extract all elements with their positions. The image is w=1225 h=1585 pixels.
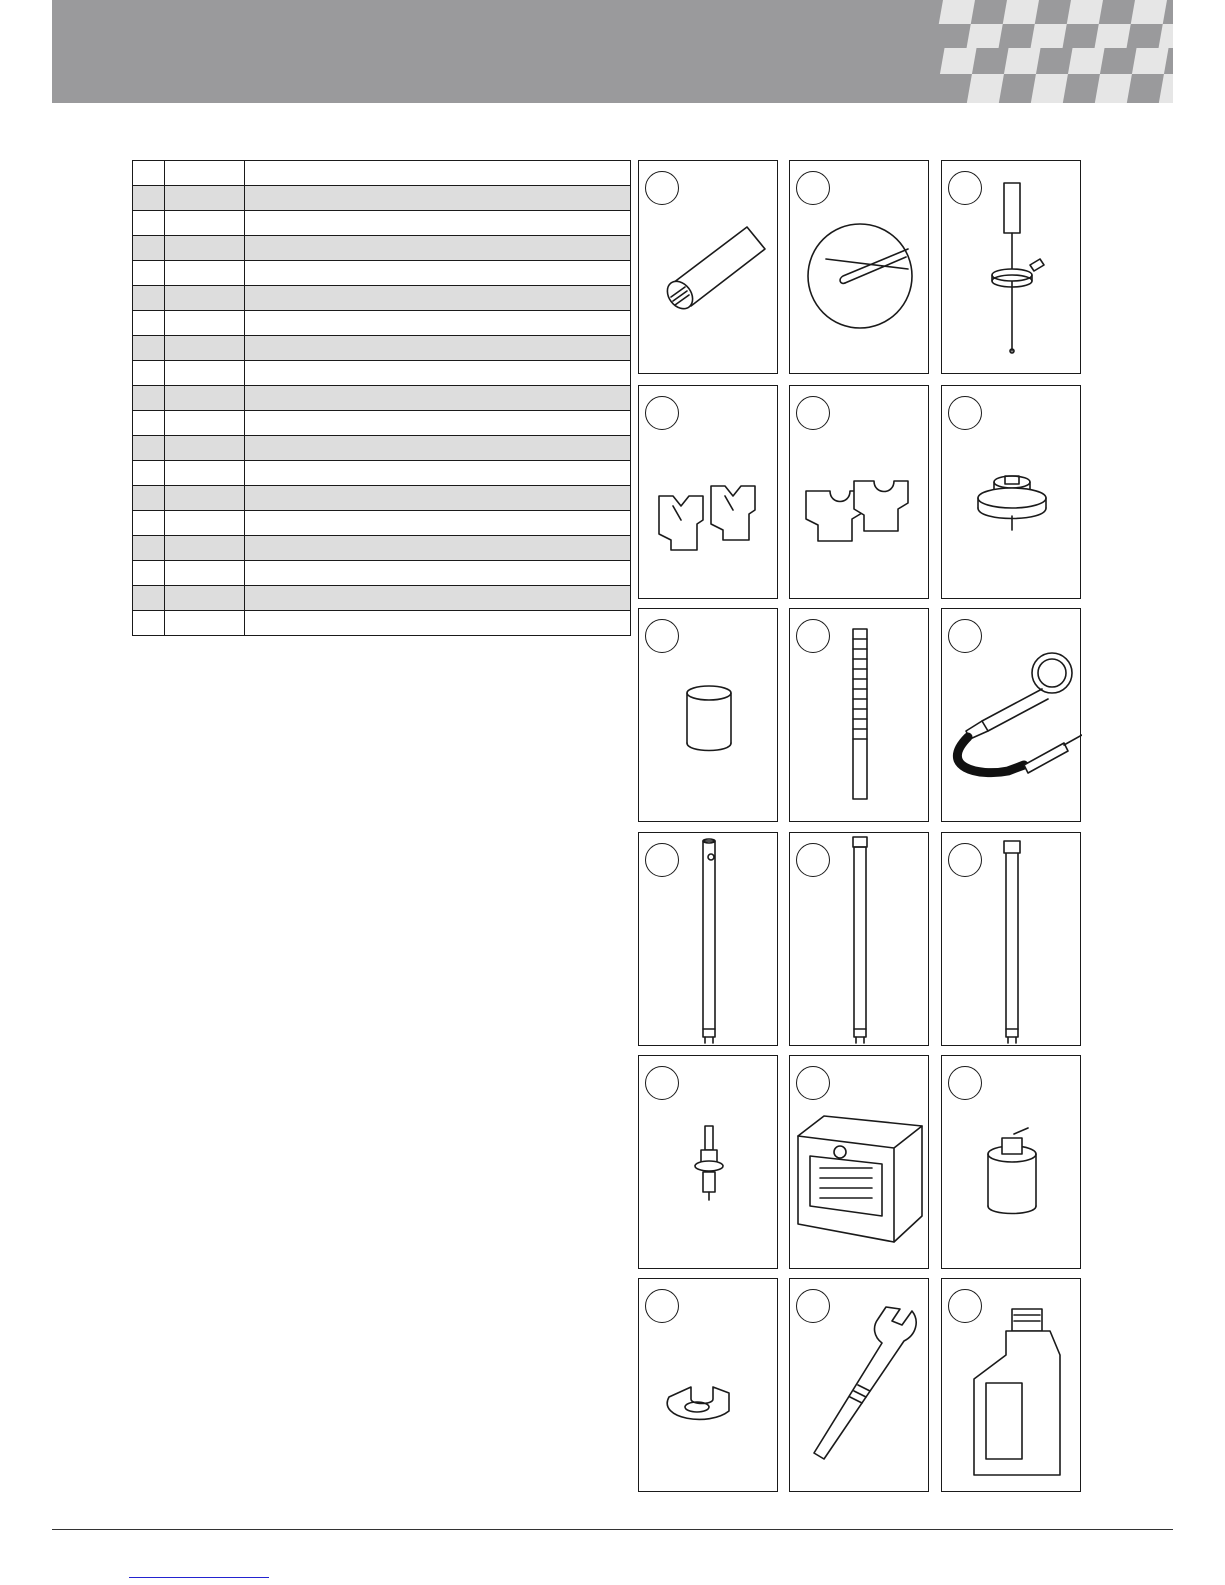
part-description <box>245 386 631 411</box>
part-number <box>165 161 245 186</box>
table-row <box>133 436 631 461</box>
tool-panel <box>638 385 778 599</box>
table-row <box>133 361 631 386</box>
part-description <box>245 461 631 486</box>
part-description <box>245 561 631 586</box>
tool-panel <box>941 832 1081 1046</box>
row-number <box>133 161 165 186</box>
part-number <box>165 436 245 461</box>
row-number <box>133 511 165 536</box>
callout-number <box>796 1289 830 1323</box>
callout-number <box>948 619 982 653</box>
part-description <box>245 411 631 436</box>
part-number <box>165 461 245 486</box>
row-number <box>133 561 165 586</box>
part-description <box>245 536 631 561</box>
table-row <box>133 511 631 536</box>
part-number <box>165 261 245 286</box>
part-number <box>165 511 245 536</box>
callout-number <box>645 171 679 205</box>
footer-link[interactable] <box>129 1577 269 1578</box>
tool-panel <box>789 832 929 1046</box>
table-row <box>133 586 631 611</box>
table-row <box>133 161 631 186</box>
callout-number <box>645 1066 679 1100</box>
table-row <box>133 411 631 436</box>
callout-number <box>796 1066 830 1100</box>
tool-panel <box>638 832 778 1046</box>
tool-panel <box>789 1278 929 1492</box>
table-row <box>133 486 631 511</box>
tool-panel <box>638 1055 778 1269</box>
callout-number <box>796 171 830 205</box>
part-description <box>245 261 631 286</box>
table-row <box>133 261 631 286</box>
table-row <box>133 386 631 411</box>
callout-number <box>645 1289 679 1323</box>
part-number <box>165 361 245 386</box>
callout-number <box>645 843 679 877</box>
part-description <box>245 586 631 611</box>
callout-number <box>948 1289 982 1323</box>
part-number <box>165 211 245 236</box>
row-number <box>133 311 165 336</box>
table-row <box>133 336 631 361</box>
part-description <box>245 161 631 186</box>
row-number <box>133 436 165 461</box>
row-number <box>133 186 165 211</box>
tool-panel <box>941 1278 1081 1492</box>
tool-panel <box>638 1278 778 1492</box>
callout-number <box>645 396 679 430</box>
part-number <box>165 561 245 586</box>
part-number <box>165 286 245 311</box>
row-number <box>133 461 165 486</box>
row-number <box>133 361 165 386</box>
row-number <box>133 386 165 411</box>
part-number <box>165 536 245 561</box>
part-number <box>165 186 245 211</box>
table-row <box>133 211 631 236</box>
row-number <box>133 486 165 511</box>
row-number <box>133 611 165 636</box>
callout-number <box>796 396 830 430</box>
callout-number <box>645 619 679 653</box>
part-description <box>245 311 631 336</box>
callout-number <box>948 396 982 430</box>
table-row <box>133 311 631 336</box>
callout-number <box>796 619 830 653</box>
part-number <box>165 411 245 436</box>
tool-panel <box>941 608 1081 822</box>
table-row <box>133 236 631 261</box>
callout-number <box>948 843 982 877</box>
part-number <box>165 336 245 361</box>
tool-panel <box>941 385 1081 599</box>
table-row <box>133 286 631 311</box>
callout-number <box>948 1066 982 1100</box>
part-description <box>245 611 631 636</box>
part-number <box>165 311 245 336</box>
row-number <box>133 261 165 286</box>
tool-panel <box>789 608 929 822</box>
row-number <box>133 536 165 561</box>
part-description <box>245 286 631 311</box>
part-description <box>245 211 631 236</box>
part-description <box>245 436 631 461</box>
part-number <box>165 586 245 611</box>
table-row <box>133 186 631 211</box>
row-number <box>133 211 165 236</box>
row-number <box>133 336 165 361</box>
table-row <box>133 461 631 486</box>
parts-table <box>132 160 631 636</box>
tool-panel <box>789 160 929 374</box>
part-description <box>245 511 631 536</box>
table-row <box>133 536 631 561</box>
part-description <box>245 361 631 386</box>
tool-panel <box>789 1055 929 1269</box>
tool-panel <box>638 608 778 822</box>
callout-number <box>948 171 982 205</box>
part-number <box>165 486 245 511</box>
part-number <box>165 611 245 636</box>
tool-panel <box>638 160 778 374</box>
footer-rule <box>52 1529 1173 1530</box>
row-number <box>133 586 165 611</box>
row-number <box>133 411 165 436</box>
row-number <box>133 236 165 261</box>
part-description <box>245 336 631 361</box>
row-number <box>133 286 165 311</box>
table-row <box>133 561 631 586</box>
tool-panel <box>789 385 929 599</box>
part-description <box>245 186 631 211</box>
tool-panel <box>941 160 1081 374</box>
checkered-flag-icon <box>913 0 1173 103</box>
tool-panel <box>941 1055 1081 1269</box>
part-description <box>245 486 631 511</box>
callout-number <box>796 843 830 877</box>
part-description <box>245 236 631 261</box>
table-row <box>133 611 631 636</box>
part-number <box>165 236 245 261</box>
header-band <box>52 0 1173 103</box>
part-number <box>165 386 245 411</box>
